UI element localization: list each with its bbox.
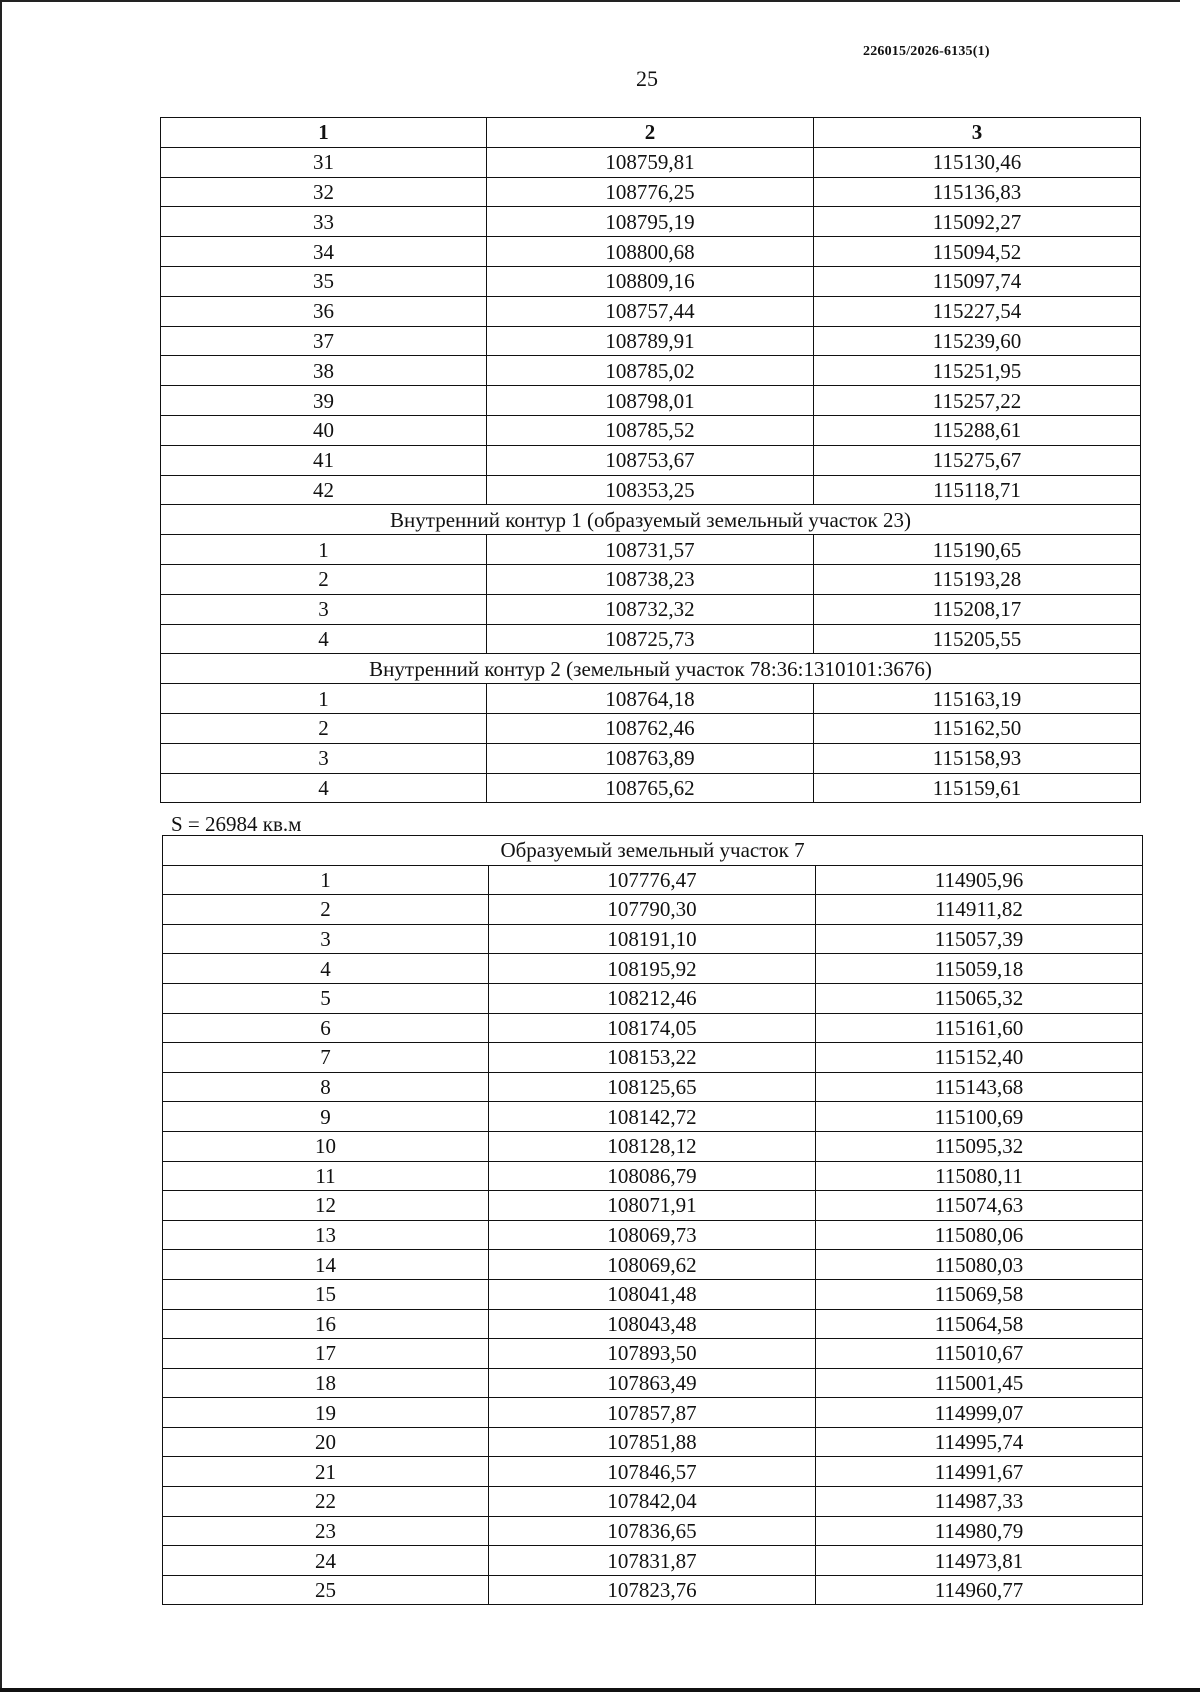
- y-coordinate-cell: 115162,50: [814, 713, 1141, 743]
- y-coordinate-cell: 115097,74: [814, 266, 1141, 296]
- point-number-cell: 4: [163, 954, 489, 984]
- x-coordinate-cell: 107836,65: [489, 1516, 816, 1546]
- table-row: [161, 594, 1141, 624]
- point-number-cell: 33: [161, 207, 487, 237]
- table-row: [161, 177, 1141, 207]
- x-coordinate-cell: 108725,73: [487, 624, 814, 654]
- coordinates-table-top: [160, 117, 1141, 803]
- point-number-cell: 21: [163, 1457, 489, 1487]
- y-coordinate-cell: 115059,18: [816, 954, 1143, 984]
- point-number-cell: 41: [161, 445, 487, 475]
- section-title-row: [161, 505, 1141, 535]
- y-coordinate-cell: 115190,65: [814, 535, 1141, 565]
- point-number-cell: 24: [163, 1546, 489, 1576]
- y-coordinate-cell: 114960,77: [816, 1575, 1143, 1605]
- y-coordinate-cell: 115074,63: [816, 1191, 1143, 1221]
- y-coordinate-cell: 114905,96: [816, 865, 1143, 895]
- table-row: [161, 356, 1141, 386]
- x-coordinate-cell: 108738,23: [487, 564, 814, 594]
- section-title: Образуемый земельный участок 7: [163, 836, 1143, 866]
- table-row: [161, 147, 1141, 177]
- y-coordinate-cell: 115152,40: [816, 1043, 1143, 1073]
- point-number-cell: 5: [163, 983, 489, 1013]
- table-row: [161, 475, 1141, 505]
- point-number-cell: 32: [161, 177, 487, 207]
- x-coordinate-cell: 108800,68: [487, 237, 814, 267]
- point-number-cell: 25: [163, 1575, 489, 1605]
- table-row: [163, 924, 1143, 954]
- point-number-cell: 7: [163, 1043, 489, 1073]
- point-number-cell: 36: [161, 296, 487, 326]
- x-coordinate-cell: 108195,92: [489, 954, 816, 984]
- point-number-cell: 39: [161, 386, 487, 416]
- point-number-cell: 34: [161, 237, 487, 267]
- page-border-bottom: [0, 1688, 1200, 1692]
- y-coordinate-cell: 115159,61: [814, 773, 1141, 803]
- table-row: [163, 1339, 1143, 1369]
- table-row: [161, 624, 1141, 654]
- point-number-cell: 3: [163, 924, 489, 954]
- x-coordinate-cell: 108125,65: [489, 1072, 816, 1102]
- section-title: Внутренний контур 1 (образуемый земельный участок 23): [161, 505, 1141, 535]
- x-coordinate-cell: 108795,19: [487, 207, 814, 237]
- x-coordinate-cell: 108071,91: [489, 1191, 816, 1221]
- y-coordinate-cell: 115158,93: [814, 743, 1141, 773]
- x-coordinate-cell: 107823,76: [489, 1575, 816, 1605]
- table-row: [163, 1161, 1143, 1191]
- x-coordinate-cell: 108763,89: [487, 743, 814, 773]
- y-coordinate-cell: 115163,19: [814, 684, 1141, 714]
- column-header: 2: [487, 118, 814, 148]
- point-number-cell: 38: [161, 356, 487, 386]
- table-row: [163, 1427, 1143, 1457]
- y-coordinate-cell: 115257,22: [814, 386, 1141, 416]
- table-row: [163, 1309, 1143, 1339]
- document-id: 226015/2026-6135(1): [863, 44, 990, 59]
- x-coordinate-cell: 107846,57: [489, 1457, 816, 1487]
- table-row: [163, 1368, 1143, 1398]
- y-coordinate-cell: 115092,27: [814, 207, 1141, 237]
- x-coordinate-cell: 108153,22: [489, 1043, 816, 1073]
- y-coordinate-cell: 114973,81: [816, 1546, 1143, 1576]
- point-number-cell: 1: [161, 535, 487, 565]
- x-coordinate-cell: 108212,46: [489, 983, 816, 1013]
- table-row: [161, 564, 1141, 594]
- point-number-cell: 3: [161, 594, 487, 624]
- table-row: [161, 713, 1141, 743]
- x-coordinate-cell: 108785,52: [487, 415, 814, 445]
- x-coordinate-cell: 108753,67: [487, 445, 814, 475]
- table-row: [163, 1072, 1143, 1102]
- y-coordinate-cell: 115080,11: [816, 1161, 1143, 1191]
- x-coordinate-cell: 107857,87: [489, 1398, 816, 1428]
- x-coordinate-cell: 108776,25: [487, 177, 814, 207]
- point-number-cell: 1: [163, 865, 489, 895]
- y-coordinate-cell: 114980,79: [816, 1516, 1143, 1546]
- x-coordinate-cell: 108191,10: [489, 924, 816, 954]
- table-row: [163, 1013, 1143, 1043]
- table-row: [163, 1546, 1143, 1576]
- table-row: [163, 1516, 1143, 1546]
- point-number-cell: 17: [163, 1339, 489, 1369]
- y-coordinate-cell: 115010,67: [816, 1339, 1143, 1369]
- x-coordinate-cell: 107893,50: [489, 1339, 816, 1369]
- x-coordinate-cell: 108174,05: [489, 1013, 816, 1043]
- x-coordinate-cell: 108086,79: [489, 1161, 816, 1191]
- x-coordinate-cell: 108041,48: [489, 1279, 816, 1309]
- point-number-cell: 35: [161, 266, 487, 296]
- y-coordinate-cell: 114995,74: [816, 1427, 1143, 1457]
- y-coordinate-cell: 115143,68: [816, 1072, 1143, 1102]
- table-row: [161, 386, 1141, 416]
- table-row: [163, 1043, 1143, 1073]
- point-number-cell: 16: [163, 1309, 489, 1339]
- point-number-cell: 18: [163, 1368, 489, 1398]
- y-coordinate-cell: 115251,95: [814, 356, 1141, 386]
- x-coordinate-cell: 107851,88: [489, 1427, 816, 1457]
- point-number-cell: 40: [161, 415, 487, 445]
- x-coordinate-cell: 107863,49: [489, 1368, 816, 1398]
- table-row: [161, 296, 1141, 326]
- y-coordinate-cell: 115057,39: [816, 924, 1143, 954]
- y-coordinate-cell: 115100,69: [816, 1102, 1143, 1132]
- x-coordinate-cell: 108353,25: [487, 475, 814, 505]
- x-coordinate-cell: 108764,18: [487, 684, 814, 714]
- y-coordinate-cell: 115064,58: [816, 1309, 1143, 1339]
- table-row: [161, 535, 1141, 565]
- table-row: [161, 207, 1141, 237]
- y-coordinate-cell: 115227,54: [814, 296, 1141, 326]
- x-coordinate-cell: 108757,44: [487, 296, 814, 326]
- point-number-cell: 14: [163, 1250, 489, 1280]
- x-coordinate-cell: 108069,62: [489, 1250, 816, 1280]
- area-note: S = 26984 кв.м: [171, 812, 302, 836]
- table-row: [161, 326, 1141, 356]
- x-coordinate-cell: 108142,72: [489, 1102, 816, 1132]
- x-coordinate-cell: 108785,02: [487, 356, 814, 386]
- table-row: [163, 895, 1143, 925]
- table-row: [161, 773, 1141, 803]
- y-coordinate-cell: 115118,71: [814, 475, 1141, 505]
- point-number-cell: 22: [163, 1487, 489, 1517]
- y-coordinate-cell: 115065,32: [816, 983, 1143, 1013]
- section-title-row: [161, 654, 1141, 684]
- table-row: [163, 1131, 1143, 1161]
- y-coordinate-cell: 115161,60: [816, 1013, 1143, 1043]
- x-coordinate-cell: 108762,46: [487, 713, 814, 743]
- y-coordinate-cell: 114991,67: [816, 1457, 1143, 1487]
- x-coordinate-cell: 108789,91: [487, 326, 814, 356]
- y-coordinate-cell: 115193,28: [814, 564, 1141, 594]
- point-number-cell: 9: [163, 1102, 489, 1132]
- point-number-cell: 1: [161, 684, 487, 714]
- table-row: [163, 1279, 1143, 1309]
- x-coordinate-cell: 107842,04: [489, 1487, 816, 1517]
- table-row: [161, 445, 1141, 475]
- x-coordinate-cell: 108809,16: [487, 266, 814, 296]
- y-coordinate-cell: 115205,55: [814, 624, 1141, 654]
- point-number-cell: 42: [161, 475, 487, 505]
- table-row: [161, 684, 1141, 714]
- x-coordinate-cell: 108759,81: [487, 147, 814, 177]
- x-coordinate-cell: 108069,73: [489, 1220, 816, 1250]
- y-coordinate-cell: 115239,60: [814, 326, 1141, 356]
- y-coordinate-cell: 115001,45: [816, 1368, 1143, 1398]
- section-title: Внутренний контур 2 (земельный участок 78:36:1310101:3676): [161, 654, 1141, 684]
- table-row: [163, 865, 1143, 895]
- point-number-cell: 6: [163, 1013, 489, 1043]
- y-coordinate-cell: 115094,52: [814, 237, 1141, 267]
- point-number-cell: 10: [163, 1131, 489, 1161]
- x-coordinate-cell: 107831,87: [489, 1546, 816, 1576]
- table-row: [163, 1220, 1143, 1250]
- table-row: [163, 1250, 1143, 1280]
- y-coordinate-cell: 115095,32: [816, 1131, 1143, 1161]
- x-coordinate-cell: 108765,62: [487, 773, 814, 803]
- page-border-left: [0, 0, 2, 1692]
- x-coordinate-cell: 108128,12: [489, 1131, 816, 1161]
- x-coordinate-cell: 108731,57: [487, 535, 814, 565]
- point-number-cell: 31: [161, 147, 487, 177]
- point-number-cell: 2: [161, 713, 487, 743]
- point-number-cell: 2: [163, 895, 489, 925]
- y-coordinate-cell: 115288,61: [814, 415, 1141, 445]
- point-number-cell: 4: [161, 773, 487, 803]
- column-header: 3: [814, 118, 1141, 148]
- point-number-cell: 12: [163, 1191, 489, 1221]
- table-row: [161, 237, 1141, 267]
- table-row: [163, 1575, 1143, 1605]
- y-coordinate-cell: 115130,46: [814, 147, 1141, 177]
- point-number-cell: 20: [163, 1427, 489, 1457]
- point-number-cell: 15: [163, 1279, 489, 1309]
- x-coordinate-cell: 108043,48: [489, 1309, 816, 1339]
- x-coordinate-cell: 108798,01: [487, 386, 814, 416]
- point-number-cell: 11: [163, 1161, 489, 1191]
- point-number-cell: 8: [163, 1072, 489, 1102]
- point-number-cell: 2: [161, 564, 487, 594]
- y-coordinate-cell: 115208,17: [814, 594, 1141, 624]
- y-coordinate-cell: 115080,06: [816, 1220, 1143, 1250]
- table-row: [161, 415, 1141, 445]
- column-header: 1: [161, 118, 487, 148]
- page-border-top: [0, 0, 1180, 2]
- y-coordinate-cell: 115080,03: [816, 1250, 1143, 1280]
- table-row: [163, 1457, 1143, 1487]
- table-row: [161, 266, 1141, 296]
- x-coordinate-cell: 108732,32: [487, 594, 814, 624]
- x-coordinate-cell: 107776,47: [489, 865, 816, 895]
- section-title-row: [163, 836, 1143, 866]
- table-row: [163, 1102, 1143, 1132]
- y-coordinate-cell: 114911,82: [816, 895, 1143, 925]
- point-number-cell: 37: [161, 326, 487, 356]
- coordinates-table-bottom: [162, 835, 1143, 1605]
- y-coordinate-cell: 114999,07: [816, 1398, 1143, 1428]
- y-coordinate-cell: 115069,58: [816, 1279, 1143, 1309]
- table-row: [163, 1191, 1143, 1221]
- point-number-cell: 4: [161, 624, 487, 654]
- point-number-cell: 13: [163, 1220, 489, 1250]
- point-number-cell: 19: [163, 1398, 489, 1428]
- table-row: [161, 743, 1141, 773]
- page-number: 25: [636, 66, 658, 91]
- y-coordinate-cell: 115275,67: [814, 445, 1141, 475]
- y-coordinate-cell: 115136,83: [814, 177, 1141, 207]
- x-coordinate-cell: 107790,30: [489, 895, 816, 925]
- y-coordinate-cell: 114987,33: [816, 1487, 1143, 1517]
- table-row: [163, 983, 1143, 1013]
- table-row: [163, 954, 1143, 984]
- table-header-row: [161, 118, 1141, 148]
- table-row: [163, 1398, 1143, 1428]
- point-number-cell: 23: [163, 1516, 489, 1546]
- table-row: [163, 1487, 1143, 1517]
- point-number-cell: 3: [161, 743, 487, 773]
